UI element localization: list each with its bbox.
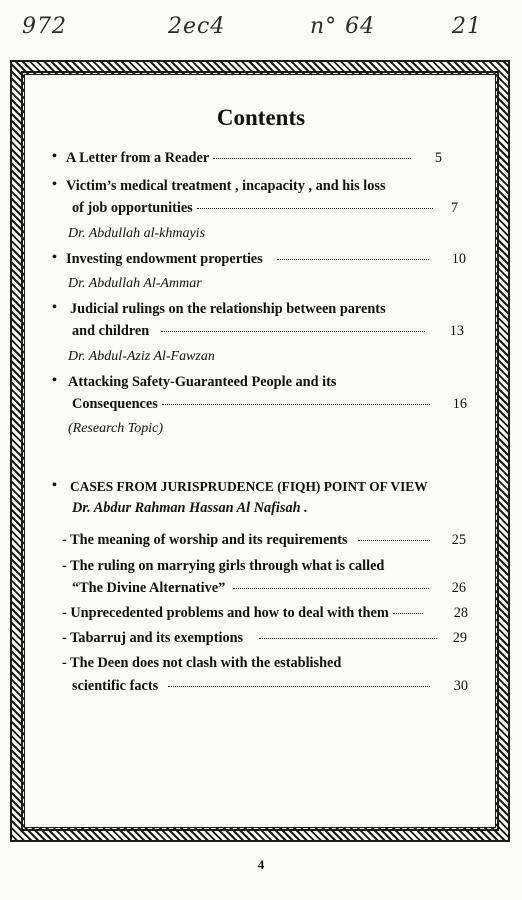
toc-entry-title: - The meaning of worship and its requirements xyxy=(62,532,434,549)
toc-entry-title: Attacking Safety-Guaranteed People and its xyxy=(68,374,337,390)
toc-page-number: 26 xyxy=(451,580,466,596)
toc-page-number: 29 xyxy=(452,630,467,646)
toc-entry-title: - The Deen does not clash with the established xyxy=(62,655,342,671)
toc-entry-title: - Unprecedented problems and how to deal with them xyxy=(62,605,427,622)
toc-page-number: 28 xyxy=(453,605,468,621)
toc-page-number: 16 xyxy=(452,396,467,412)
handwritten-annotation: 2ec4 xyxy=(168,14,226,39)
toc-author: Dr. Abdullah Al-Ammar xyxy=(68,276,202,291)
handwritten-annotation: 21 xyxy=(452,14,482,39)
toc-page-number: 10 xyxy=(451,251,466,267)
bullet-icon: • xyxy=(52,300,57,315)
toc-entry-title: Victim’s medical treatment , incapacity , and his loss xyxy=(66,178,386,194)
toc-page-number: 25 xyxy=(451,532,466,548)
handwritten-annotation: n° 64 xyxy=(310,14,376,39)
toc-page-number: 30 xyxy=(453,678,468,694)
page-title: Contents xyxy=(216,105,306,130)
handwritten-annotation: 972 xyxy=(22,14,67,39)
toc-author: Dr. Abdullah al-khmayis xyxy=(68,226,206,241)
toc-entry-title: A Letter from a Reader xyxy=(66,150,415,167)
toc-page-number: 7 xyxy=(450,200,458,216)
toc-page-number: 5 xyxy=(434,150,442,166)
toc-page-number: 13 xyxy=(449,323,464,339)
toc-entry-title-continued: Consequences xyxy=(72,396,434,413)
toc-author: (Research Topic) xyxy=(68,421,163,436)
bullet-icon: • xyxy=(52,373,57,388)
toc-entry-title-continued: of job opportunities xyxy=(72,200,437,217)
section-heading: CASES FROM JURISPRUDENCE (FIQH) POINT OF VIEW xyxy=(70,479,428,494)
toc-entry-title-continued: scientific facts xyxy=(72,678,434,695)
toc-entry-title: - Tabarruj and its exemptions xyxy=(62,630,441,647)
bullet-icon: • xyxy=(52,250,57,265)
section-author: Dr. Abdur Rahman Hassan Al Nafisah . xyxy=(72,500,308,516)
toc-entry-title: Investing endowment properties xyxy=(66,251,433,268)
bullet-icon: • xyxy=(52,177,57,192)
toc-entry-title: Judicial rulings on the relationship between parents xyxy=(70,301,386,317)
toc-entry-title-continued: and children xyxy=(72,323,429,340)
toc-entry-title-continued: “The Divine Alternative” xyxy=(72,580,433,597)
page-number: 4 xyxy=(257,857,265,872)
bullet-icon: • xyxy=(52,478,57,493)
toc-entry-title: - The ruling on marrying girls through what is called xyxy=(62,558,385,574)
bullet-icon: • xyxy=(52,149,57,164)
toc-author: Dr. Abdul-Aziz Al-Fawzan xyxy=(68,349,215,364)
